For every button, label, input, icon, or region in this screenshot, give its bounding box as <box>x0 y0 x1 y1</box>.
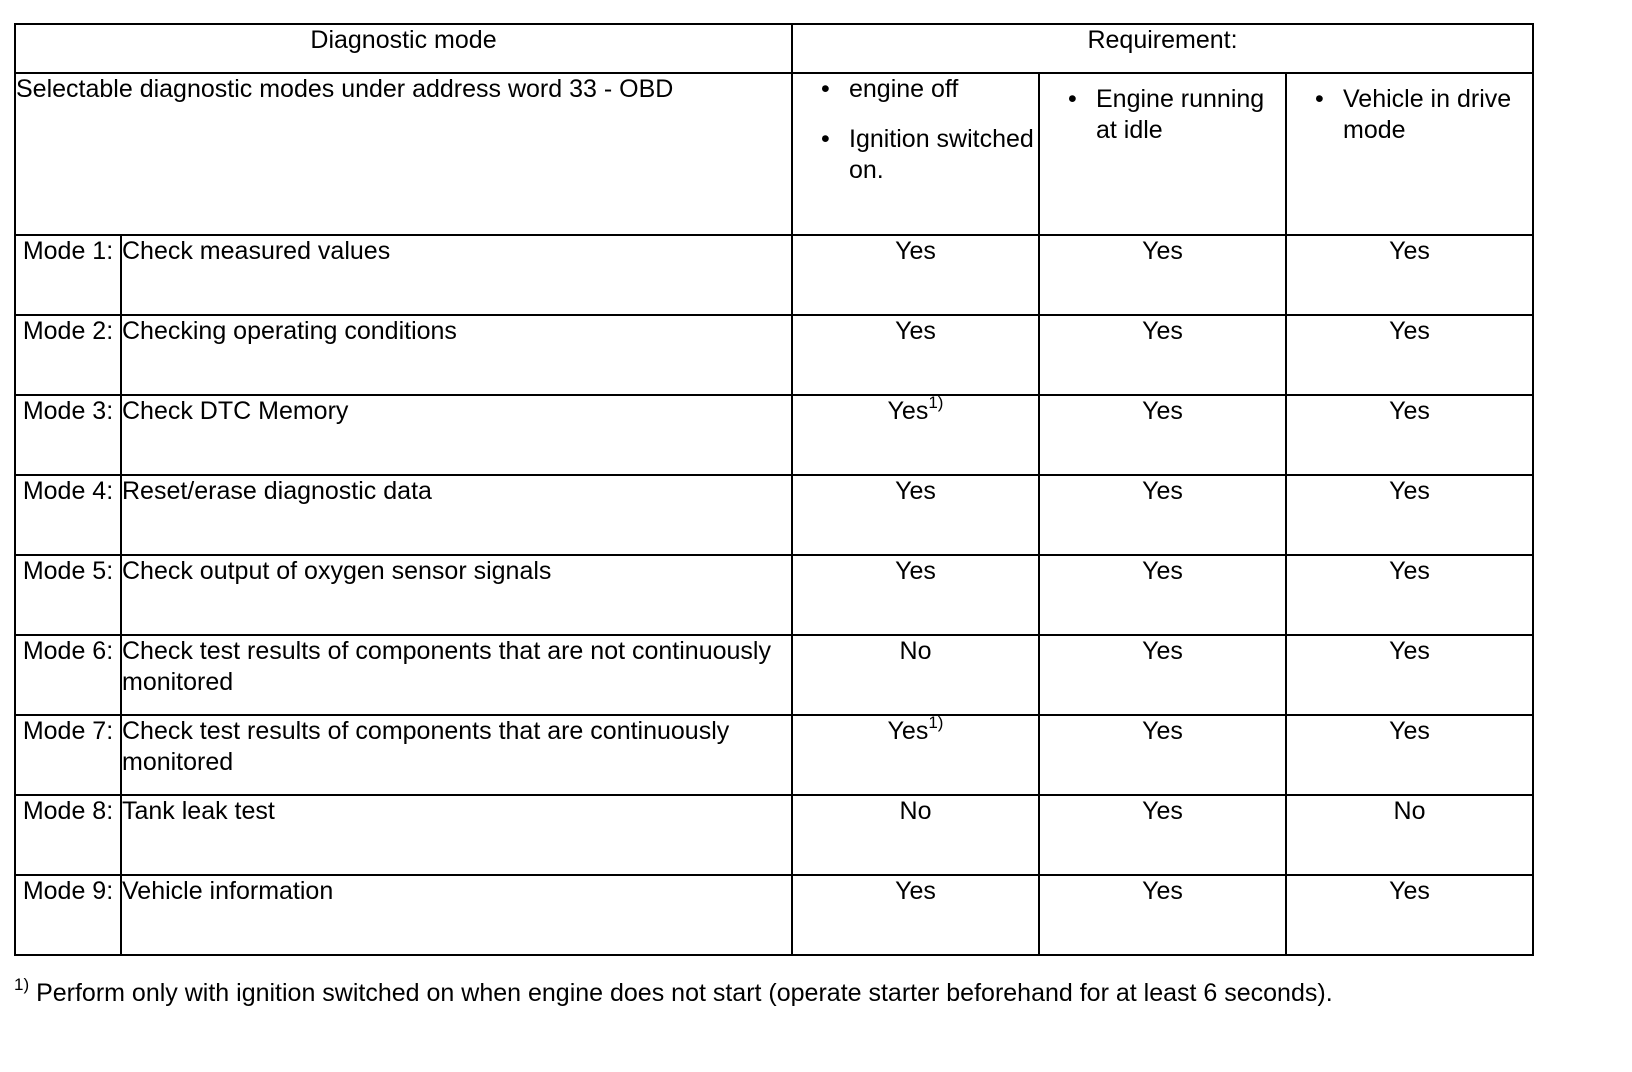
mode-label: Mode 4: <box>15 475 121 555</box>
table-row <box>15 555 1533 635</box>
requirement-value: Yes <box>792 235 1039 315</box>
table-row <box>15 715 1533 795</box>
mode-description: Checking operating conditions <box>121 315 792 395</box>
requirement-value: Yes <box>1286 235 1533 315</box>
requirement-value: Yes <box>1286 875 1533 955</box>
requirement-value: Yes <box>1039 875 1286 955</box>
mode-description: Check output of oxygen sensor signals <box>121 555 792 635</box>
condition-list-3 <box>1287 84 1532 146</box>
mode-label: Mode 2: <box>15 315 121 395</box>
table-row <box>15 475 1533 555</box>
requirement-value: Yes <box>792 555 1039 635</box>
subtitle-text: Selectable diagnostic modes under address word 33 - OBD <box>16 75 674 103</box>
footnote-marker: 1) <box>14 974 30 994</box>
mode-description: Check DTC Memory <box>121 395 792 475</box>
footnote <box>14 974 1614 1009</box>
bullet: • <box>1315 85 1324 113</box>
footnote-ref: 1) <box>928 712 944 732</box>
requirement-value <box>792 392 1039 475</box>
mode-description: Check measured values <box>121 235 792 315</box>
mode-label: Mode 9: <box>15 875 121 955</box>
requirement-value: Yes <box>1039 795 1286 875</box>
requirement-value: No <box>792 635 1039 715</box>
requirement-value: Yes <box>1039 555 1286 635</box>
requirement-value: Yes <box>1286 555 1533 635</box>
mode-description: Check test results of components that are continuously monitored <box>121 715 792 795</box>
requirement-value: Yes <box>1039 715 1286 795</box>
requirement-value: Yes <box>792 875 1039 955</box>
mode-description: Vehicle information <box>121 875 792 955</box>
bullet: • <box>1068 85 1077 113</box>
requirement-value: Yes <box>1286 395 1533 475</box>
requirement-value: Yes <box>792 475 1039 555</box>
mode-label: Mode 5: <box>15 555 121 635</box>
table-row <box>15 315 1533 395</box>
requirement-value: Yes <box>1286 475 1533 555</box>
mode-label: Mode 6: <box>15 635 121 715</box>
mode-description: Tank leak test <box>121 795 792 875</box>
requirement-heading: Requirement: <box>792 24 1533 73</box>
mode-rows <box>15 235 1533 955</box>
condition-cell-2 <box>1039 73 1286 235</box>
requirement-value <box>792 712 1039 795</box>
subtitle-cell <box>15 73 792 235</box>
condition-item <box>1040 84 1285 146</box>
requirement-value: Yes <box>1039 315 1286 395</box>
table-row <box>15 395 1533 475</box>
diagnostic-modes-table <box>14 23 1534 956</box>
value-text: Yes <box>887 717 929 745</box>
condition-text: engine off <box>849 75 959 103</box>
condition-list-2 <box>1040 84 1285 146</box>
footnote-text: Perform only with ignition switched on when engine does not start (operate starter beforehand for at least 6 seconds). <box>36 979 1333 1007</box>
mode-label: Mode 8: <box>15 795 121 875</box>
requirement-value: Yes <box>1286 635 1533 715</box>
table-row <box>15 875 1533 955</box>
footnote-ref: 1) <box>928 392 944 412</box>
condition-cell-3 <box>1286 73 1533 235</box>
condition-item <box>1287 84 1532 146</box>
condition-cell-1 <box>792 73 1039 235</box>
mode-description: Check test results of components that are not continuously monitored <box>121 635 792 715</box>
condition-item <box>793 124 1038 186</box>
requirement-value: Yes <box>1039 475 1286 555</box>
requirement-value: Yes <box>1039 635 1286 715</box>
mode-label: Mode 3: <box>15 395 121 475</box>
condition-text: Vehicle in drive mode <box>1343 85 1512 144</box>
condition-text: Ignition switched on. <box>849 125 1034 184</box>
requirement-value: No <box>792 795 1039 875</box>
mode-description: Reset/erase diagnostic data <box>121 475 792 555</box>
condition-text: Engine running at idle <box>1096 85 1265 144</box>
requirement-value: Yes <box>1286 315 1533 395</box>
condition-item <box>793 74 1038 105</box>
mode-label: Mode 1: <box>15 235 121 315</box>
mode-label: Mode 7: <box>15 715 121 795</box>
requirement-value: Yes <box>1039 235 1286 315</box>
table-row <box>15 235 1533 315</box>
requirement-value: Yes <box>1039 395 1286 475</box>
requirement-value: Yes <box>792 315 1039 395</box>
bullet: • <box>821 125 830 153</box>
table-row <box>15 795 1533 875</box>
requirement-value: No <box>1286 795 1533 875</box>
requirement-value: Yes <box>1286 715 1533 795</box>
table-row <box>15 635 1533 715</box>
bullet: • <box>821 75 830 103</box>
condition-list-1 <box>793 74 1038 186</box>
diagnostic-mode-heading: Diagnostic mode <box>15 24 792 73</box>
value-text: Yes <box>887 397 929 425</box>
